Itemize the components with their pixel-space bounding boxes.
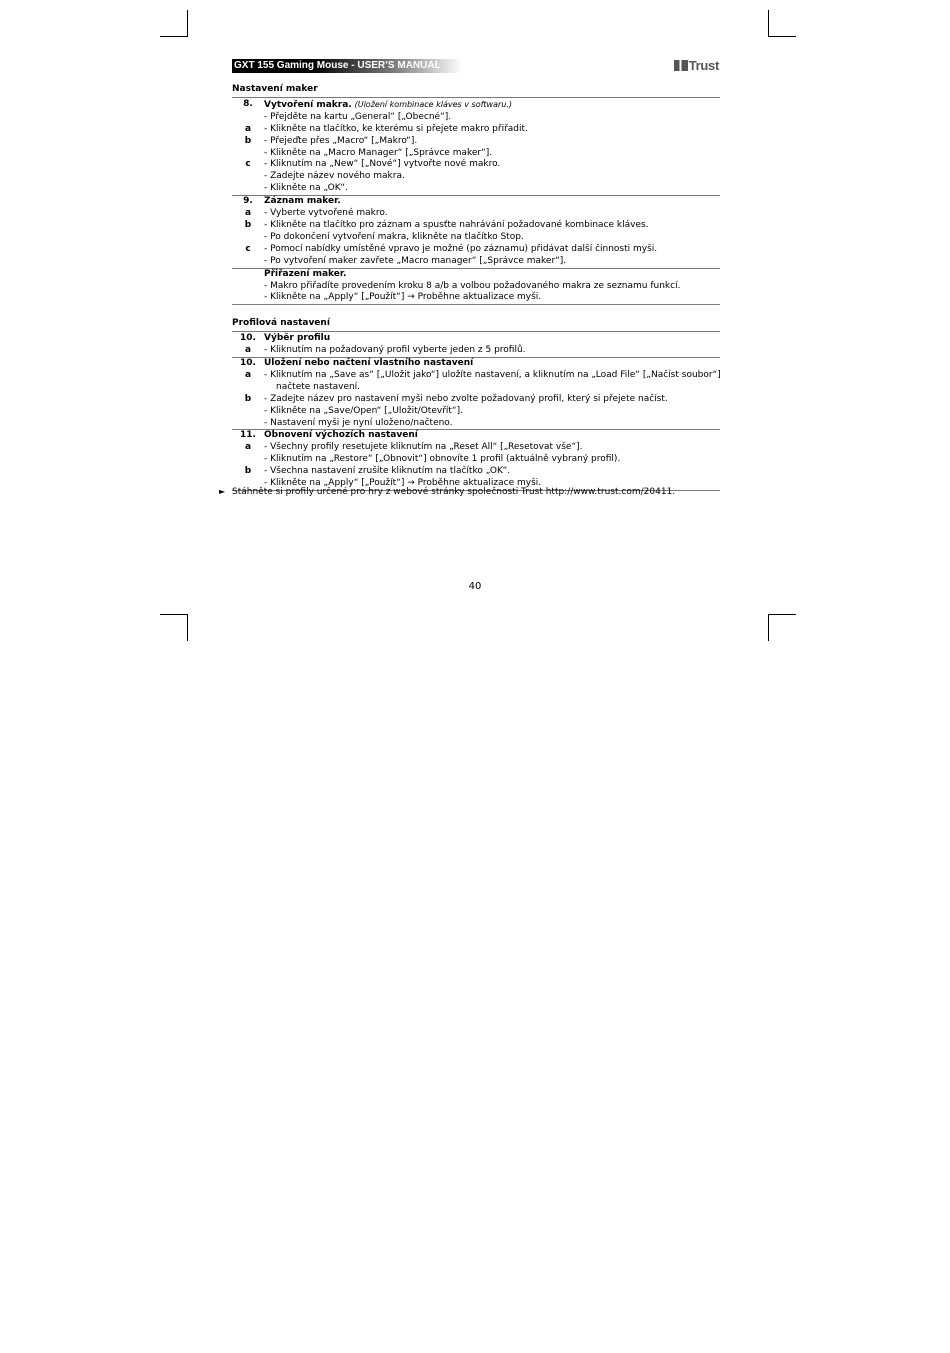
list-item-text: - Klikněte na „Apply“ [„Použít“] → Proběhne aktualizace myši. xyxy=(264,292,542,303)
step-number: 9. xyxy=(243,196,253,207)
list-item-label xyxy=(232,171,264,183)
crop-mark-bottom-left-v xyxy=(187,614,188,641)
section-title-profiles: Profilová nastavení xyxy=(232,318,720,332)
list-item-text: - Vyberte vytvořené makro. xyxy=(264,208,388,219)
crop-mark-bottom-right-h xyxy=(768,614,796,615)
list-item-label xyxy=(232,232,264,244)
list-item-label xyxy=(232,183,264,195)
list-item xyxy=(232,208,720,220)
list-item-label: b xyxy=(244,219,252,230)
list-item-label xyxy=(232,454,264,466)
list-item-label xyxy=(232,148,264,160)
crop-mark-bottom-left-h xyxy=(160,614,188,615)
list-item-label: a xyxy=(244,123,252,134)
list-item-label xyxy=(232,406,264,418)
arrow-right-icon: ► xyxy=(219,487,226,496)
list-item xyxy=(232,466,720,478)
list-item xyxy=(232,183,720,195)
list-item-label xyxy=(232,382,264,394)
list-item-label: b xyxy=(244,466,252,477)
list-item-label xyxy=(232,418,264,430)
list-item xyxy=(232,232,720,244)
step-title: Obnovení výchozích nastavení xyxy=(264,430,418,441)
list-item xyxy=(232,136,720,148)
list-item-text: - Pomocí nabídky umístěné vpravo je možné (po záznamu) přidávat další činnosti myši. xyxy=(264,243,658,254)
list-item-label: a xyxy=(244,369,252,380)
step-heading xyxy=(232,430,720,442)
list-item-label xyxy=(232,256,264,268)
list-item-label: c xyxy=(245,243,251,254)
step-10-select xyxy=(232,333,720,357)
crop-mark-bottom-right-v xyxy=(768,614,769,641)
trust-logo-text: Trust xyxy=(688,58,719,73)
step-number: 10. xyxy=(240,333,256,344)
step-title: Záznam maker. xyxy=(264,196,341,207)
list-item-text: - Po dokončení vytvoření makra, klikněte na tlačítko Stop. xyxy=(264,231,524,242)
list-item-text: - Kliknutím na požadovaný profil vyberte jeden z 5 profilů. xyxy=(264,345,526,356)
list-item xyxy=(232,345,720,357)
list-item-label: b xyxy=(244,135,252,146)
list-item-text: načtete nastavení. xyxy=(276,381,361,392)
step-number: 8. xyxy=(243,98,253,109)
list-item-label: a xyxy=(244,345,252,356)
step-heading xyxy=(232,333,720,345)
list-item xyxy=(232,281,720,293)
manual-content xyxy=(232,84,720,491)
list-item-text: - Zadejte název pro nastavení myši nebo zvolte požadovaný profil, který si přejete načíst. xyxy=(264,393,668,404)
step-9 xyxy=(232,196,720,267)
step-title: Uložení nebo načtení vlastního nastavení xyxy=(264,358,474,369)
manual-title: GXT 155 Gaming Mouse - USER’S MANUAL xyxy=(234,60,441,71)
step-number: 11. xyxy=(240,430,256,441)
list-item xyxy=(232,220,720,232)
list-item-label: a xyxy=(244,442,252,453)
crop-mark-top-left-h xyxy=(160,36,188,37)
list-item-text: - Zadejte název nového makra. xyxy=(264,171,405,182)
step-heading xyxy=(232,196,720,208)
list-item xyxy=(232,442,720,454)
list-item-text: - Kliknutím na „Save as“ [„Uložit jako“] uložíte nastavení, a kliknutím na „Load File“ [„Načíst soubor“] xyxy=(264,369,721,380)
step-8 xyxy=(232,99,720,195)
page-header xyxy=(232,58,719,73)
list-item xyxy=(232,370,720,382)
list-item xyxy=(232,406,720,418)
list-item xyxy=(232,148,720,160)
crop-mark-top-right-h xyxy=(768,36,796,37)
list-item-text: - Klikněte na tlačítko pro záznam a spusťte nahrávání požadované kombinace kláves. xyxy=(264,219,649,230)
list-item-label xyxy=(232,112,264,124)
step-heading xyxy=(232,269,720,281)
list-item xyxy=(232,382,720,394)
list-item xyxy=(232,171,720,183)
list-item xyxy=(232,256,720,268)
step-heading xyxy=(232,99,720,112)
list-item-text: - Klikněte na „Macro Manager“ [„Správce maker“]. xyxy=(264,147,493,158)
section-title-macros: Nastavení maker xyxy=(232,84,720,98)
list-item-text: - Makro přiřadíte provedením kroku 8 a/b a volbou požadovaného makra ze seznamu funkcí. xyxy=(264,280,681,291)
list-item-text: - Kliknutím na „Restore“ [„Obnovit“] obnovíte 1 profil (aktuálně vybraný profil). xyxy=(264,454,621,465)
trust-logo-icon xyxy=(674,60,688,71)
step-title: Vytvoření makra. xyxy=(264,99,352,110)
step-title: Výběr profilu xyxy=(264,333,331,344)
step-title: Přiřazení maker. xyxy=(264,268,347,279)
list-item xyxy=(232,124,720,136)
list-item-text: - Všechny profily resetujete kliknutím na „Reset All“ [„Resetovat vše“]. xyxy=(264,442,583,453)
list-item-text: - Klikněte na tlačítko, ke kterému si přejete makro přiřadit. xyxy=(264,123,528,134)
list-item-label: a xyxy=(244,208,252,219)
list-item xyxy=(232,418,720,430)
list-item-label: c xyxy=(245,159,251,170)
assign-macros xyxy=(232,269,720,305)
list-item xyxy=(232,292,720,304)
step-subtitle: (Uložení kombinace kláves v softwaru.) xyxy=(354,99,513,109)
list-item xyxy=(232,112,720,124)
list-item xyxy=(232,159,720,171)
step-heading xyxy=(232,358,720,370)
list-item-label: b xyxy=(244,393,252,404)
page-number: 40 xyxy=(468,581,482,592)
list-item-text: - Klikněte na „Save/Open“ [„Uložit/Otevřít“]. xyxy=(264,405,463,416)
crop-mark-top-left-v xyxy=(187,10,188,37)
list-item-text: - Všechna nastavení zrušíte kliknutím na tlačítko „OK“. xyxy=(264,466,511,477)
list-item-text: - Nastavení myši je nyní uloženo/načteno. xyxy=(264,417,453,428)
list-item-text: - Přejděte na kartu „General“ [„Obecné“]. xyxy=(264,111,452,122)
list-item xyxy=(232,454,720,466)
step-10-save-load xyxy=(232,358,720,429)
trust-logo xyxy=(674,58,719,73)
list-item-text: - Kliknutím na „New“ [„Nové“] vytvořte nové makro. xyxy=(264,159,501,170)
list-item xyxy=(232,244,720,256)
list-item-text: - Klikněte na „Apply“ [„Použít“] → Proběhne aktualizace myši. xyxy=(264,478,542,489)
download-note-text: Stáhněte si profily určené pro hry z webové stránky společnosti Trust http://www.trust.com/20411. xyxy=(232,487,676,497)
step-11 xyxy=(232,430,720,490)
list-item-text: - Klikněte na „OK“. xyxy=(264,183,348,194)
list-item-text: - Přejeďte přes „Macro“ [„Makro“]. xyxy=(264,135,418,146)
download-note xyxy=(219,486,719,498)
step-number: 10. xyxy=(240,358,256,369)
list-item xyxy=(232,394,720,406)
crop-mark-top-right-v xyxy=(768,10,769,37)
list-item-text: - Po vytvoření maker zavřete „Macro manager“ [„Správce maker“]. xyxy=(264,255,567,266)
